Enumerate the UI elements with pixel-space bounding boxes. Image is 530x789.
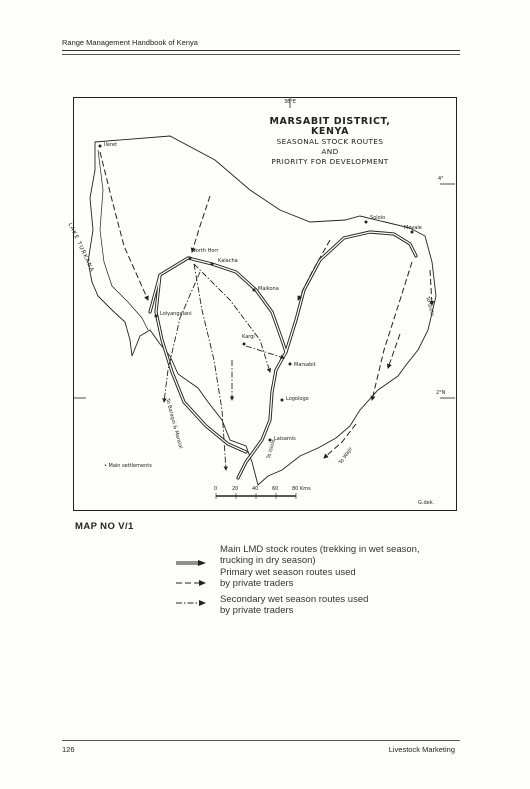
map-subtitle-3: PRIORITY FOR DEVELOPMENT xyxy=(271,157,389,166)
legend-primary-line1: Primary wet season routes used xyxy=(220,567,356,578)
legend-symbol-main-routes xyxy=(176,560,206,566)
route-label-isiolo-east: To Isiolo xyxy=(424,296,436,317)
scale-tick-0: 0 xyxy=(214,486,218,492)
place-kargi: Kargi xyxy=(242,334,255,340)
legend-primary-line2: by private traders xyxy=(220,578,294,590)
map-credit: G.dek. xyxy=(418,500,435,506)
dot-sololo xyxy=(365,221,368,224)
legend-main-line2: trucking in dry season) xyxy=(220,555,316,567)
place-sololo: Sololo xyxy=(370,215,386,221)
place-moyale: Moyale xyxy=(404,225,422,231)
legend-item-main-routes xyxy=(220,544,420,567)
footer-section: Livestock Marketing xyxy=(388,745,455,754)
scale-tick-40: 40 xyxy=(252,486,259,492)
place-maikona: Maikona xyxy=(258,286,279,292)
place-logologo: Logologo xyxy=(286,396,309,402)
scale-tick-60: 60 xyxy=(272,486,279,492)
legend-secondary-line1: Secondary wet season routes used xyxy=(220,594,369,605)
place-laisamis: Laisamis xyxy=(274,436,296,442)
scale-bar xyxy=(216,493,296,499)
map-subtitle-2: AND xyxy=(321,147,339,156)
dot-ileret xyxy=(99,145,102,148)
map-title: MARSABIT DISTRICT, KENYA xyxy=(269,116,391,137)
dot-logologo xyxy=(281,399,284,402)
dot-kargi xyxy=(243,343,246,346)
legend-main-line1: Main LMD stock routes (trekking in wet season, xyxy=(220,544,420,555)
running-head: Range Management Handbook of Kenya xyxy=(62,38,198,47)
footer-rule xyxy=(62,740,460,741)
place-kalacha: Kalacha xyxy=(218,258,238,264)
dot-loiyangalani xyxy=(155,315,158,318)
settlement-legend: • Main settlements xyxy=(104,463,152,469)
legend-secondary-line2: by private traders xyxy=(220,605,294,617)
dot-kalacha xyxy=(211,263,214,266)
map-title-block xyxy=(250,117,410,167)
place-marsabit: Marsabit xyxy=(294,362,316,368)
district-boundary xyxy=(88,136,436,485)
place-ileret: Ileret xyxy=(104,142,117,148)
scale-tick-20: 20 xyxy=(232,486,239,492)
settlement-dots xyxy=(99,145,414,442)
secondary-wet-routes xyxy=(164,264,284,470)
latitude-label-4: 4° xyxy=(438,176,444,182)
legend-symbol-primary-routes xyxy=(176,580,206,586)
latitude-label-2: 2°N xyxy=(436,390,446,396)
legend-item-secondary-routes xyxy=(220,594,368,617)
dot-marsabit xyxy=(289,363,292,366)
lake-label: LAKE TURKANA xyxy=(66,222,95,274)
dot-north-horr xyxy=(189,257,192,260)
longitude-label: 38°E xyxy=(284,99,297,105)
legend-item-primary-routes xyxy=(220,567,356,590)
dot-maikona xyxy=(253,289,256,292)
legend-symbol-secondary-routes xyxy=(176,600,206,606)
route-label-wajir: To Wajir xyxy=(338,446,355,466)
route-label-baragoi: To Baragoi & Maralal xyxy=(164,398,184,450)
map-subtitle-1: SEASONAL STOCK ROUTES xyxy=(276,137,384,146)
page-number: 126 xyxy=(62,745,75,754)
map-number: MAP NO V/1 xyxy=(75,521,134,532)
route-label-isiolo: To Isiolo xyxy=(266,438,277,460)
place-loiyangalani: Loiyangalani xyxy=(160,311,192,317)
place-north-horr: North Horr xyxy=(192,248,219,254)
scale-tick-80: 80 Kms xyxy=(292,486,311,492)
